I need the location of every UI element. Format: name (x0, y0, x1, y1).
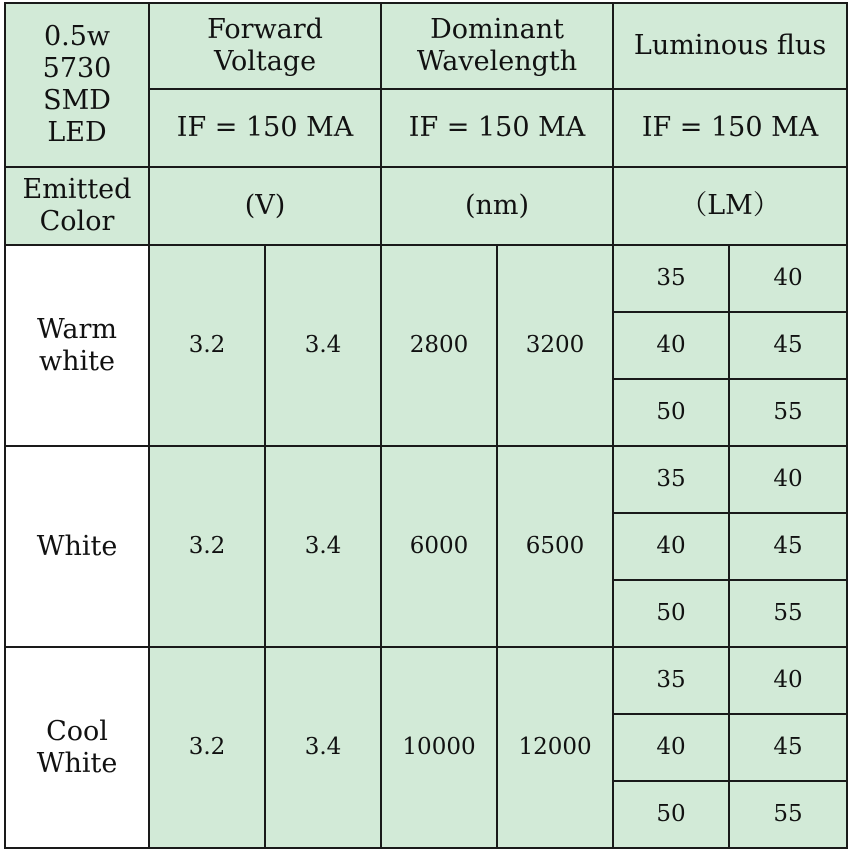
lm-condition: IF = 150 MA (613, 89, 847, 167)
header-line: Wavelength (416, 46, 578, 77)
vf-condition: IF = 150 MA (149, 89, 381, 167)
color-line: Warm (36, 313, 117, 345)
lm-min-cell: 40 (613, 513, 729, 580)
wl-condition: IF = 150 MA (381, 89, 613, 167)
header-line: Voltage (213, 46, 317, 77)
vf-max-cell: 3.4 (265, 245, 381, 446)
wl-min-cell: 2800 (381, 245, 497, 446)
emitted-color-cell (5, 245, 149, 446)
emitted-color-header (5, 167, 149, 245)
vf-max-cell: 3.4 (265, 647, 381, 848)
lm-max-cell: 40 (729, 446, 847, 513)
lm-unit: （LM） (613, 167, 847, 245)
wl-min-cell: 10000 (381, 647, 497, 848)
lm-max-cell: 45 (729, 312, 847, 379)
vf-max-cell: 3.4 (265, 446, 381, 647)
lm-max-cell: 40 (729, 245, 847, 312)
wl-min-cell: 6000 (381, 446, 497, 647)
header-line: Emitted (22, 174, 132, 206)
header-line: Dominant (430, 14, 564, 46)
emitted-color-cell (5, 446, 149, 647)
lm-max-cell: 55 (729, 580, 847, 647)
vf-min-cell: 3.2 (149, 446, 265, 647)
lm-max-cell: 55 (729, 379, 847, 446)
lm-min-cell: 50 (613, 379, 729, 446)
lm-max-cell: 55 (729, 781, 847, 848)
vf-min-cell: 3.2 (149, 647, 265, 848)
color-line: White (36, 747, 118, 779)
luminous-flux-header: Luminous flus (613, 3, 847, 89)
vf-min-cell: 3.2 (149, 245, 265, 446)
forward-voltage-header (149, 3, 381, 89)
lm-min-cell: 40 (613, 312, 729, 379)
wl-max-cell: 3200 (497, 245, 613, 446)
lm-min-cell: 35 (613, 446, 729, 513)
lm-max-cell: 45 (729, 714, 847, 781)
wl-unit: (nm) (381, 167, 613, 245)
lm-min-cell: 35 (613, 245, 729, 312)
color-line: white (39, 345, 115, 377)
lm-min-cell: 40 (613, 714, 729, 781)
product-line: LED (47, 116, 107, 148)
color-line: Cool (46, 715, 108, 747)
led-spec-table (4, 2, 848, 849)
lm-min-cell: 35 (613, 647, 729, 714)
wl-max-cell: 12000 (497, 647, 613, 848)
vf-unit: (V) (149, 167, 381, 245)
header-line: Color (39, 206, 115, 237)
wl-max-cell: 6500 (497, 446, 613, 647)
lm-max-cell: 45 (729, 513, 847, 580)
header-line: Forward (207, 14, 323, 46)
lm-min-cell: 50 (613, 580, 729, 647)
lm-min-cell: 50 (613, 781, 729, 848)
product-line: 0.5w (43, 21, 111, 53)
lm-max-cell: 40 (729, 647, 847, 714)
color-line: White (36, 530, 118, 562)
emitted-color-cell (5, 647, 149, 848)
product-cell (5, 3, 149, 167)
dominant-wavelength-header (381, 3, 613, 89)
product-line: 5730 (42, 53, 112, 85)
product-line: SMD (43, 85, 111, 116)
